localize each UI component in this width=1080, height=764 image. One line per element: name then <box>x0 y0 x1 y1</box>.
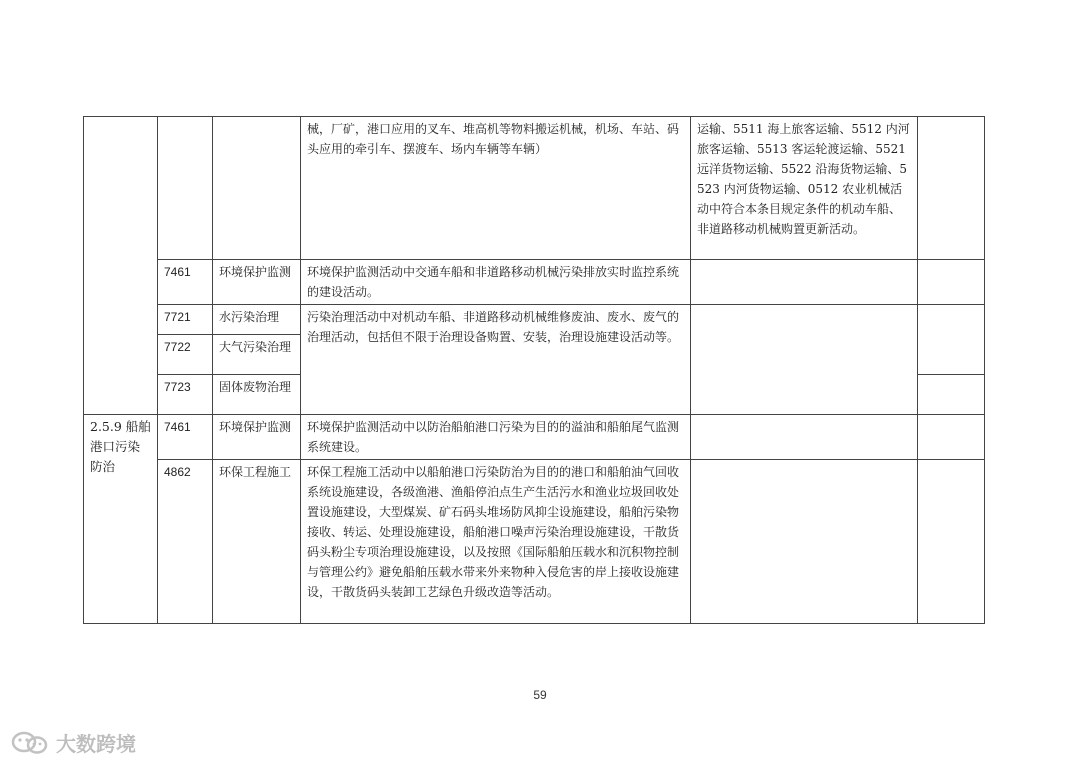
name-cell: 环境保护监测 <box>213 415 301 460</box>
watermark-text: 大数跨境 <box>56 732 136 756</box>
scope-cell <box>691 415 918 460</box>
name-cell: 环保工程施工 <box>213 460 301 624</box>
classification-table <box>83 116 985 624</box>
description-cell: 械，厂矿，港口应用的叉车、堆高机等物料搬运机械，机场、车站、码头应用的牵引车、摆渡车、场内车辆等车辆） <box>301 117 691 260</box>
code-cell: 7722 <box>158 335 213 375</box>
name-cell: 环境保护监测 <box>213 260 301 305</box>
page-number: 59 <box>533 688 547 702</box>
table-row <box>84 117 985 260</box>
name-cell: 固体废物治理 <box>213 375 301 415</box>
wechat-logo-icon <box>10 730 50 756</box>
table-row <box>84 460 985 624</box>
notes-cell <box>918 375 985 415</box>
name-cell: 大气污染治理 <box>213 335 301 375</box>
table-row <box>84 260 985 305</box>
category-cell: 2.5.9 船舶港口污染防治 <box>84 415 158 624</box>
scope-cell <box>691 460 918 624</box>
description-cell: 污染治理活动中对机动车船、非道路移动机械维修废油、废水、废气的治理活动，包括但不限于治理设备购置、安装，治理设施建设活动等。 <box>301 305 691 415</box>
table-row <box>84 415 985 460</box>
description-cell: 环保工程施工活动中以船舶港口污染防治为目的的港口和船舶油气回收系统设施建设，各级渔港、渔船停泊点生产生活污水和渔业垃圾回收处置设施建设，大型煤炭、矿石码头堆场防风抑尘设施建设，船舶污染物接收、转运、处理设施建设，船舶港口噪声污染治理设施建设，干散货码头粉尘专项治理设施建设，以及按照《国际船舶压载水和沉积物控制与管理公约》避免船舶压载水带来外来物种入侵危害的岸上接收设施建设，干散货码头装卸工艺绿色升级改造等活动。 <box>301 460 691 624</box>
code-cell: 7723 <box>158 375 213 415</box>
scope-cell <box>691 305 918 415</box>
description-cell: 环境保护监测活动中交通车船和非道路移动机械污染排放实时监控系统的建设活动。 <box>301 260 691 305</box>
code-cell: 7461 <box>158 415 213 460</box>
notes-cell <box>918 305 985 375</box>
code-cell: 4862 <box>158 460 213 624</box>
scope-cell <box>691 260 918 305</box>
watermark <box>10 728 136 757</box>
notes-cell <box>918 460 985 624</box>
notes-cell <box>918 260 985 305</box>
code-cell: 7721 <box>158 305 213 335</box>
name-cell: 水污染治理 <box>213 305 301 335</box>
table-row <box>84 305 985 335</box>
code-cell <box>158 117 213 260</box>
scope-cell: 运输、5511 海上旅客运输、5512 内河旅客运输、5513 客运轮渡运输、5521 远洋货物运输、5522 沿海货物运输、5523 内河货物运输、0512 农业机械活动中符合本条目规定条件的机动车船、非道路移动机械购置更新活动。 <box>691 117 918 260</box>
notes-cell <box>918 117 985 260</box>
category-cell <box>84 117 158 415</box>
code-cell: 7461 <box>158 260 213 305</box>
name-cell <box>213 117 301 260</box>
description-cell: 环境保护监测活动中以防治船舶港口污染为目的的溢油和船舶尾气监测系统建设。 <box>301 415 691 460</box>
notes-cell <box>918 415 985 460</box>
